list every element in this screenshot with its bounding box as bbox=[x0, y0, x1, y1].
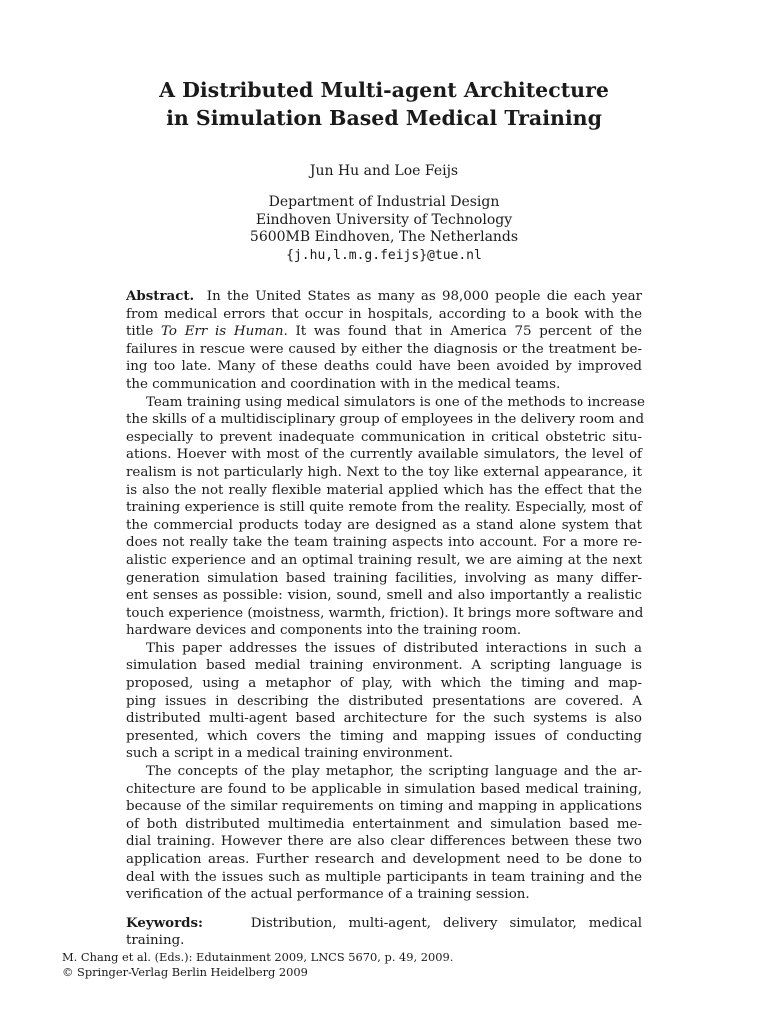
abstract-line: the skills of a multidisciplinary group of employees in the delivery room and bbox=[126, 412, 645, 428]
abstract-line: does not really take the team training aspects into account. For a more re- bbox=[126, 535, 642, 551]
abstract-text: In the United States as many as 98,000 people die each year bbox=[206, 289, 642, 304]
copyright-icon: © bbox=[62, 965, 74, 979]
authors: Jun Hu and Loe Feijs bbox=[309, 163, 459, 179]
spacer bbox=[126, 904, 642, 915]
affiliation-department: Department of Industrial Design bbox=[268, 194, 500, 210]
abstract-line bbox=[126, 323, 642, 341]
abstract-line: This paper addresses the issues of distributed interactions in such a bbox=[146, 640, 642, 656]
abstract-line: of both distributed multimedia entertainment and simulation based me- bbox=[126, 816, 642, 832]
page-footer bbox=[62, 950, 702, 980]
abstract-line: proposed, using a metaphor of play, with which the timing and map- bbox=[126, 676, 642, 692]
abstract-line: the communication and coordination with in the medical teams. bbox=[126, 376, 561, 392]
abstract-body bbox=[126, 288, 645, 950]
abstract-line: distributed multi-agent based architecture for the such systems is also bbox=[126, 711, 642, 727]
copyright-text: Springer-Verlag Berlin Heidelberg 2009 bbox=[77, 965, 308, 979]
abstract-line: touch experience (moistness, warmth, friction). It brings more software and bbox=[126, 605, 644, 621]
affiliation-address: 5600MB Eindhoven, The Netherlands bbox=[249, 229, 519, 245]
abstract-line: the commercial products today are designed as a stand alone system that bbox=[126, 517, 642, 533]
abstract-line: alistic experience and an optimal training result, we are aiming at the next bbox=[126, 552, 642, 568]
title-line-2: in Simulation Based Medical Training bbox=[166, 106, 602, 130]
abstract-line: dial training. However there are also clear differences between these two bbox=[126, 834, 642, 850]
abstract-line: presented, which covers the timing and mapping issues of conducting bbox=[126, 728, 642, 744]
abstract-label: Abstract. bbox=[126, 288, 195, 304]
affiliation-email: {j.hu,l.m.g.feijs}@tue.nl bbox=[286, 247, 482, 263]
abstract-line: generation simulation based training facilities, involving as many differ- bbox=[126, 570, 642, 586]
affiliation bbox=[60, 194, 708, 264]
keywords-label: Keywords: bbox=[126, 914, 204, 931]
abstract-line: verification of the actual performance of a training session. bbox=[126, 887, 530, 903]
abstract-line: ping issues in describing the distributed presentations are covered. A bbox=[126, 693, 642, 709]
abstract-line: training experience is still quite remote from the reality. Especially, most of bbox=[126, 500, 642, 516]
abstract-text: . It was found that in America 75 percent of the bbox=[283, 324, 643, 340]
keywords-line: training. bbox=[126, 933, 185, 949]
abstract-line: failures in rescue were caused by either the diagnosis or the treatment be- bbox=[126, 341, 642, 357]
keywords-line bbox=[126, 915, 642, 933]
title-line-1: A Distributed Multi-agent Architecture bbox=[159, 78, 609, 102]
paper-title bbox=[60, 76, 708, 132]
abstract-line: ent senses as possible: vision, sound, smell and also importantly a realistic bbox=[126, 588, 642, 604]
abstract-line: Team training using medical simulators is one of the methods to increase bbox=[146, 394, 645, 410]
keywords-text: Distribution, multi-agent, delivery simulator, medical bbox=[250, 915, 642, 931]
abstract-line: from medical errors that occur in hospitals, according to a book with the bbox=[126, 306, 642, 322]
book-title: To Err is Human bbox=[161, 324, 284, 340]
abstract-line: deal with the issues such as multiple participants in team training and the bbox=[126, 869, 642, 885]
abstract-line: because of the similar requirements on timing and mapping in applications bbox=[126, 799, 642, 815]
affiliation-university: Eindhoven University of Technology bbox=[255, 211, 513, 228]
abstract-line: application areas. Further research and development need to be done to bbox=[126, 852, 642, 867]
abstract-line: realism is not particularly high. Next to the toy like external appearance, it bbox=[126, 464, 642, 480]
abstract-text: title bbox=[126, 324, 161, 340]
abstract-line: ations. Hoever with most of the currently available simulators, the level of bbox=[126, 447, 642, 463]
abstract-line: The concepts of the play metaphor, the scripting language and the ar- bbox=[146, 764, 642, 780]
abstract-line: ing too late. Many of these deaths could have been avoided by improved bbox=[126, 359, 642, 375]
citation: M. Chang et al. (Eds.): Edutainment 2009, LNCS 5670, p. 49, 2009. bbox=[62, 950, 454, 964]
abstract-line: is also the not really flexible material applied which has the effect that the bbox=[126, 482, 642, 498]
abstract-line: such a script in a medical training environment. bbox=[126, 746, 454, 762]
abstract-line bbox=[126, 288, 642, 306]
abstract-line: especially to prevent inadequate communication in critical obstetric situ- bbox=[126, 429, 642, 445]
copyright-line bbox=[62, 965, 702, 980]
abstract-line: simulation based medial training environment. A scripting language is bbox=[126, 658, 642, 674]
abstract-line: hardware devices and components into the training room. bbox=[126, 623, 522, 639]
abstract-line: chitecture are found to be applicable in simulation based medical training, bbox=[126, 781, 642, 797]
